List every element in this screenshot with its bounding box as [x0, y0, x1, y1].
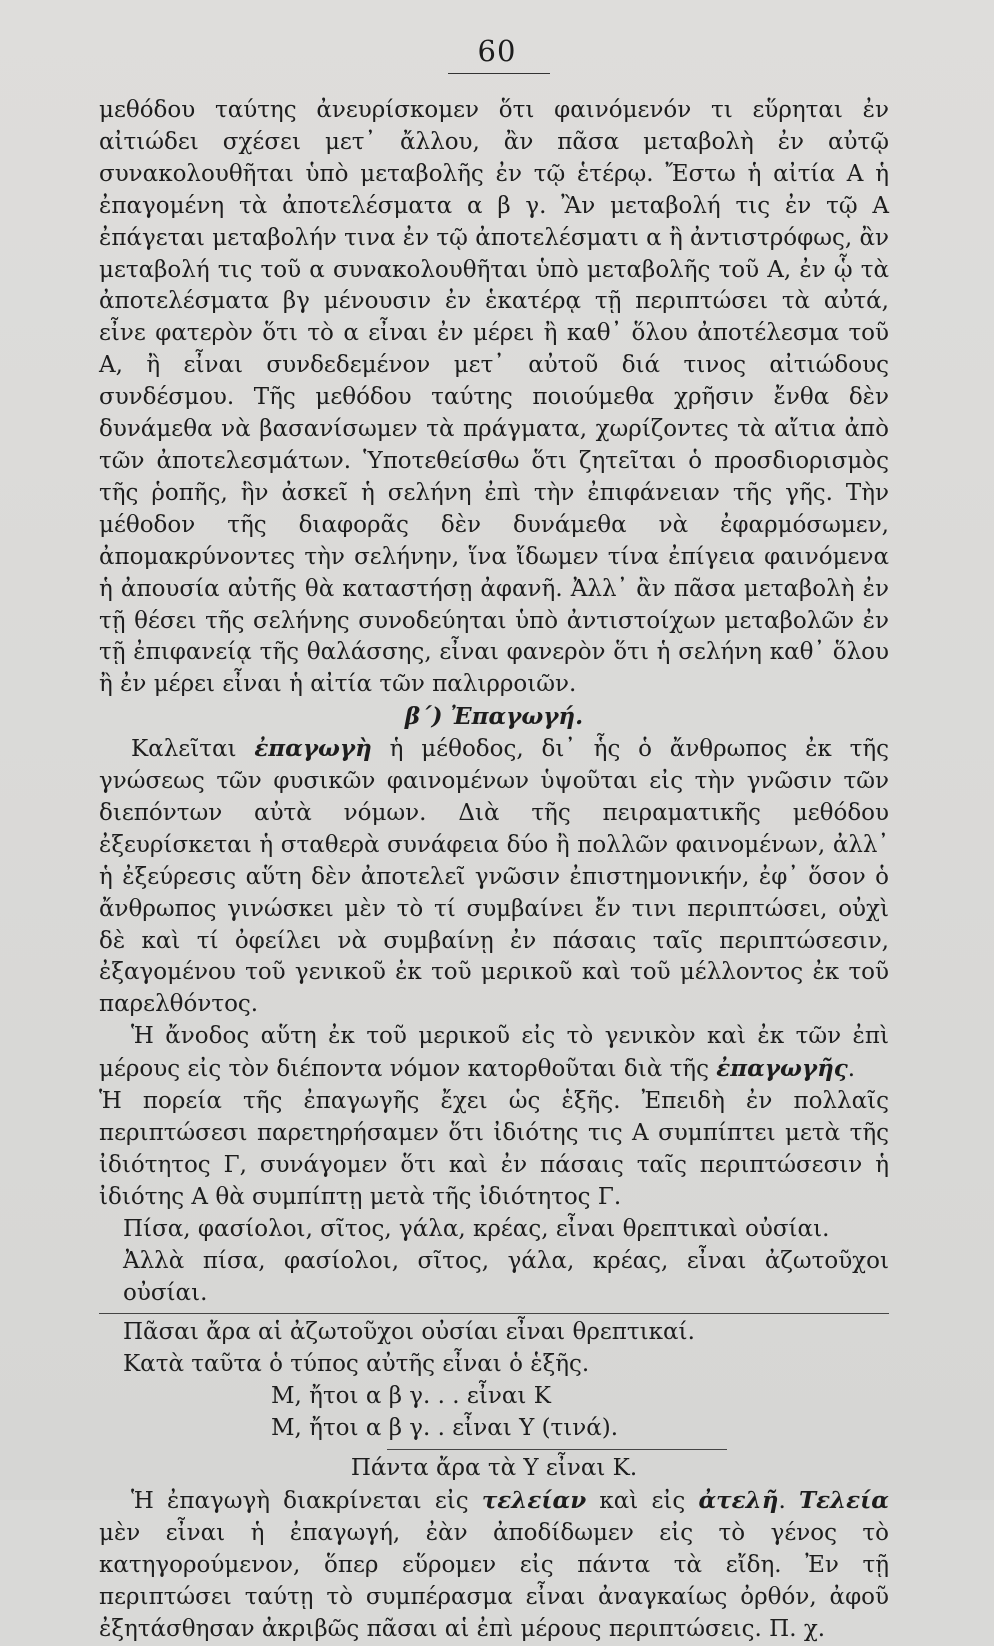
page-number: 60	[477, 34, 517, 68]
formula-line-1: Μ, ἤτοι α β γ. . . εἶναι Κ	[271, 1383, 551, 1410]
paragraph-text: .	[778, 1487, 799, 1514]
term-atele: ἀτελῆ	[698, 1486, 779, 1514]
paragraph-text: Καλεῖται	[131, 736, 255, 763]
formula-divider	[387, 1449, 727, 1450]
paragraph-method-continuation: μεθόδου ταύτης ἀνευρίσκομεν ὅτι φαινόμενόν τι εὕρηται ἐν αἰτιώδει σχέσει μετ᾿ ἄλλου, ἂν πᾶσα μεταβολὴ ἐν αὐτῷ συνακολουθῆται ὑπὸ μεταβολῆς ἐν τῷ ἑτέρῳ. Ἔστω ἡ αἰτία Α ἡ ἐπαγομένη τὰ ἀποτελέσματα α β γ. Ἂν μεταβολή τις ἐν τῷ Α ἐπάγεται μεταβολήν τινα ἐν τῷ ἀποτελέσματι α ἢ ἀντιστρόφως, ἂν μεταβολή τις τοῦ α συνακολουθῆται ὑπὸ μεταβολῆς τοῦ Α, ἐν ᾧ τὰ ἀποτελέσματα βγ μένουσιν ἐν ἑκατέρᾳ τῇ περιπτώσει τὰ αὐτά, εἶνε φατερὸν ὅτι τὸ α εἶναι ἐν μέρει ἢ καθ᾿ ὅλου ἀποτέλεσμα τοῦ Α, ἢ εἶναι συνδεδεμένον μετ᾿ αὐτοῦ διά τινος αἰτιώδους συνδέσμου. Τῆς μεθόδου ταύτης ποιούμεθα χρῆσιν ἔνθα δὲν δυνάμεθα νὰ βασανίσωμεν τὰ πράγματα, χωρίζοντες τὰ αἴτια ἀπὸ τῶν ἀποτελεσμάτων. Ὑποτεθείσθω ὅτι ζητεῖται ὁ προσδιορισμὸς τῆς ῥοπῆς, ἣν ἀσκεῖ ἡ σελήνη ἐπὶ τὴν ἐπιφάνειαν τῆς γῆς. Τὴν μέθοδον τῆς διαφορᾶς δὲν δυνάμεθα νὰ ἐφαρμόσωμεν, ἀπομακρύνοντες τὴν σελήνην, ἵνα ἴδωμεν τίνα ἐπίγεια φαινόμενα ἡ ἀπουσία αὐτῆς θὰ καταστήσῃ ἀφανῆ. Ἀλλ᾿ ἂν πᾶσα μεταβολὴ ἐν τῇ θέσει τῆς σελήνης συνοδεύηται ὑπὸ ἀντιστοίχων μεταβολῶν ἐν τῇ ἐπιφανείᾳ τῆς θαλάσσης, εἶναι φανερὸν ὅτι ἡ σελήνη καθ᾿ ὅλου ἢ ἐν μέρει εἶναι ἡ αἰτία τῶν παλιρροιῶν.	[99, 97, 889, 698]
paragraph-induction-ascent	[99, 1021, 889, 1086]
section-heading: β΄) Ἐπαγωγή.	[404, 703, 584, 731]
paragraph-text: μὲν εἶναι ἡ ἐπαγωγή, ἐὰν ἀποδίδωμεν εἰς τὸ γένος τὸ κατηγορούμενον, ὅπερ εὕρομεν εἰς πάντα τὰ εἴδη. Ἐν τῇ περιπτώσει ταύτῃ τὸ συμπέρασμα εἶναι ἀναγκαίως ὀρθόν, ἀφοῦ ἐξητάσθησαν ἀκριβῶς πᾶσαι αἱ ἐπὶ μέρους περιπτώσεις. Π. χ.	[99, 1519, 889, 1642]
term-epagogi: ἐπαγωγὴ	[254, 735, 372, 763]
paragraph-induction-definition	[99, 733, 889, 1021]
term-epagogis: ἐπαγωγῆς	[716, 1055, 848, 1083]
syllogism-premise-1: Πίσα, φασίολοι, σῖτος, γάλα, κρέας, εἶναι θρεπτικαὶ οὐσίαι.	[123, 1215, 830, 1242]
page-number-rule	[448, 73, 550, 74]
term-teleian: τελείαν	[481, 1486, 587, 1514]
paragraph-complete-incomplete	[99, 1485, 889, 1646]
formula-intro: Κατὰ ταῦτα ὁ τύπος αὐτῆς εἶναι ὁ ἑξῆς.	[123, 1351, 590, 1378]
formula-line-2: Μ, ἤτοι α β γ. . εἶναι Υ (τινά).	[271, 1415, 619, 1442]
paragraph-text: Ἡ ἐπαγωγὴ διακρίνεται εἰς	[131, 1487, 482, 1514]
syllogism-conclusion: Πᾶσαι ἄρα αἱ ἀζωτοῦχοι οὐσίαι εἶναι θρεπτικαί.	[123, 1319, 695, 1346]
syllogism-divider	[99, 1313, 889, 1314]
paragraph-text: .	[847, 1056, 856, 1083]
formula-conclusion: Πάντα ἄρα τὰ Υ εἶναι Κ.	[350, 1455, 638, 1482]
term-teleia: Τελεία	[798, 1486, 889, 1514]
paragraph-text: ἡ μέθοδος, δι᾿ ἧς ὁ ἄνθρωπος ἐκ τῆς γνώσεως τῶν φυσικῶν φαινομένων ὑψοῦται εἰς τὴν γνῶσιν τῶν διεπόντων αὐτὰ νόμων. Διὰ τῆς πειραματικῆς μεθόδου ἐξευρίσκεται ἡ σταθερὰ συνάφεια δύο ἢ πολλῶν φαινομένων, ἀλλ᾿ ἡ ἐξεύρεσις αὕτη δὲν ἀποτελεῖ γνῶσιν ἐπιστημονικήν, ἐφ᾿ ὅσον ὁ ἄνθρωπος γινώσκει μὲν τὸ τί συμβαίνει ἔν τινι περιπτώσει, οὐχὶ δὲ καὶ τί ὀφείλει νὰ συμβαίνῃ ἐν πάσαις ταῖς περιπτώσεσιν, ἐξαγομένου τοῦ γενικοῦ ἐκ τοῦ μερικοῦ καὶ τοῦ μέλλοντος ἐκ τοῦ παρελθόντος.	[99, 736, 889, 1018]
syllogism-premise-2: Ἀλλὰ πίσα, φασίολοι, σῖτος, γάλα, κρέας, εἶναι ἀζωτοῦχοι οὐσίαι.	[123, 1247, 889, 1306]
paragraph-text: Ἡ ἄνοδος αὕτη ἐκ τοῦ μερικοῦ εἰς τὸ γενικὸν καὶ ἐκ τῶν ἐπὶ μέρους εἰς τὸν διέποντα νόμον κατορθοῦται διὰ τῆς	[99, 1023, 889, 1083]
paragraph-induction-process: Ἡ πορεία τῆς ἐπαγωγῆς ἔχει ὡς ἑξῆς. Ἐπειδὴ ἐν πολλαῖς περιπτώσεσι παρετηρήσαμεν ὅτι ἰδιότης τις Α συμπίπτει μετὰ τῆς ἰδιότητος Γ, συνάγομεν ὅτι καὶ ἐν πάσαις ταῖς περιπτώσεσιν ἡ ἰδιότης Α θὰ συμπίπτῃ μετὰ τῆς ἰδιότητος Γ.	[99, 1088, 889, 1210]
paragraph-text: καὶ εἰς	[586, 1487, 699, 1514]
body-text	[99, 95, 889, 1646]
